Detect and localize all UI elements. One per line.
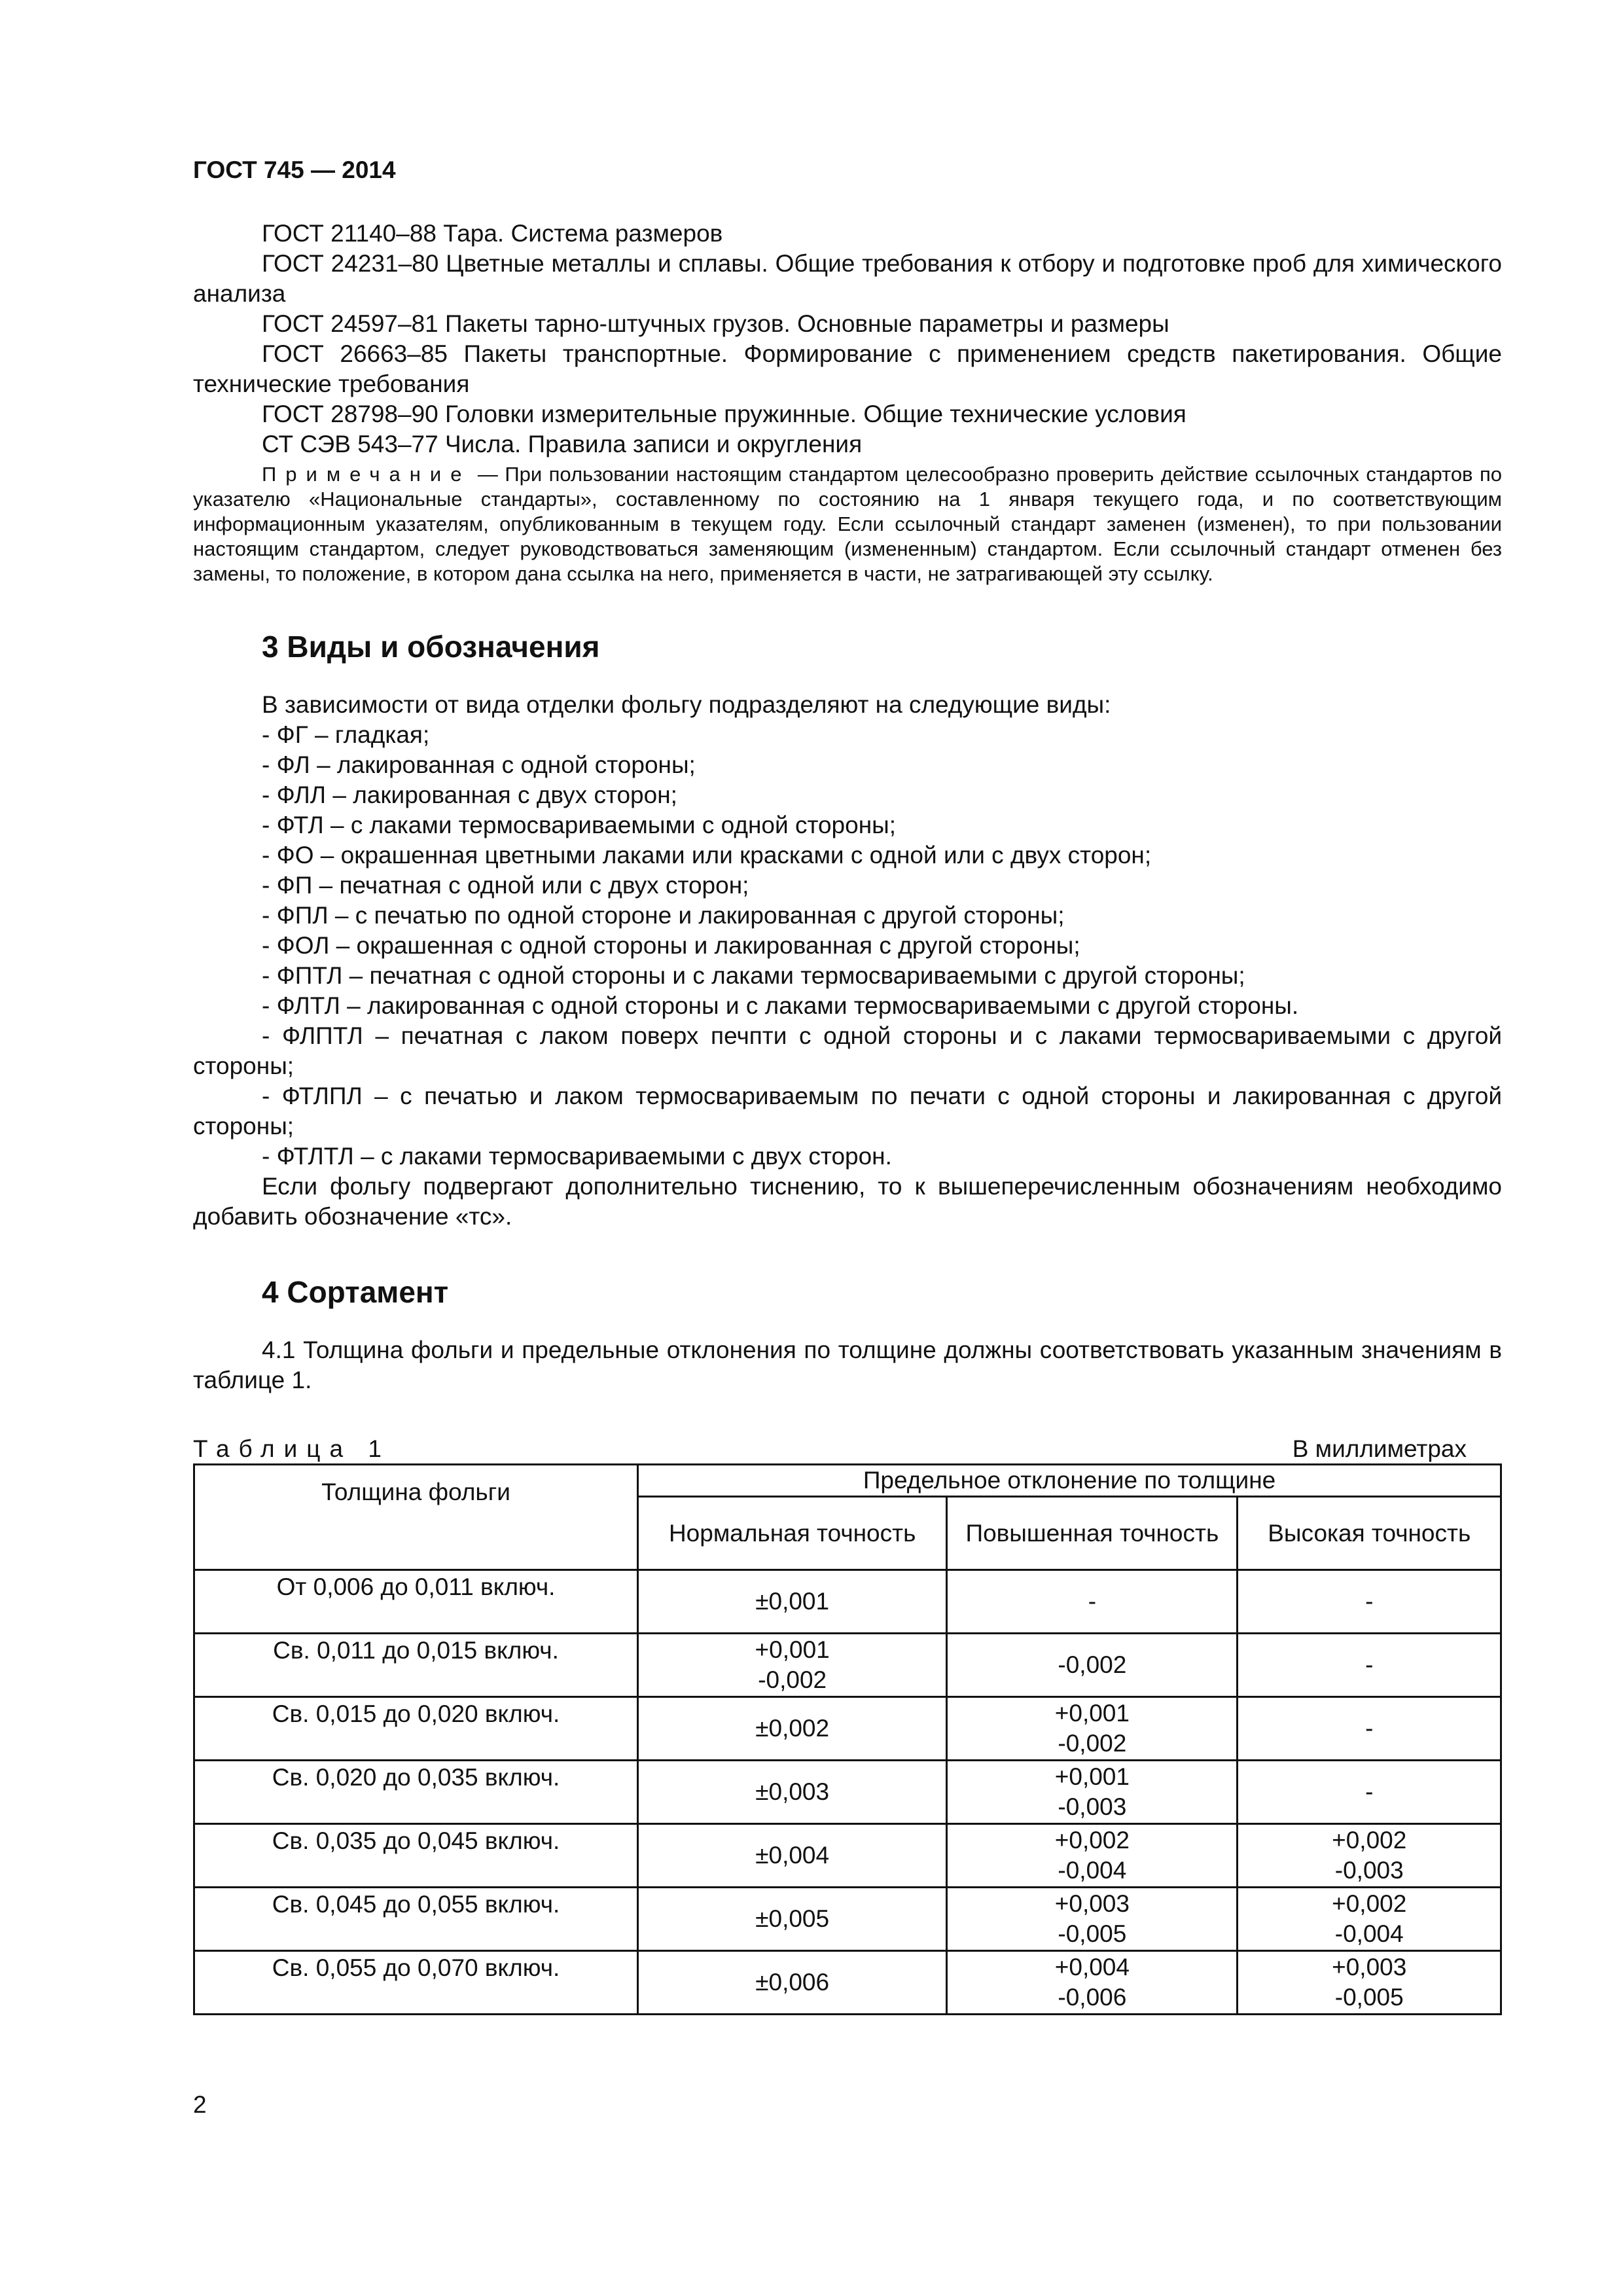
cell-increased <box>947 1888 1238 1951</box>
cell-high <box>1238 1761 1501 1824</box>
section-3-title: 3 Виды и обозначения <box>262 630 600 664</box>
type-item: - ФТЛПЛ – с печатью и лаком термосвариваемым по печати с одной стороны и лакированная с другой стороны; <box>193 1083 1502 1139</box>
type-item: - ФЛЛ – лакированная с двух сторон; <box>262 781 677 808</box>
document-header: ГОСТ 745 — 2014 <box>193 156 396 183</box>
reference-item: ГОСТ 24231–80 Цветные металлы и сплавы. Общие требования к отбору и подготовке проб для химического анализа <box>193 250 1502 307</box>
cell-value: +0,001 <box>1054 1763 1130 1790</box>
cell-value: - <box>1365 1778 1374 1805</box>
cell-value: ±0,005 <box>755 1905 830 1932</box>
cell-value: - <box>1365 1651 1374 1678</box>
cell-increased <box>947 1824 1238 1888</box>
type-item: - ФГ – гладкая; <box>262 721 430 748</box>
cell-thickness: Св. 0,020 до 0,035 включ. <box>194 1761 638 1824</box>
cell-value: -0,003 <box>1058 1793 1127 1820</box>
reference-item: СТ СЭВ 543–77 Числа. Правила записи и округления <box>262 431 863 457</box>
cell-high <box>1238 1570 1501 1634</box>
table-body <box>194 1570 1501 2015</box>
type-item: - ФТЛ – с лаками термосвариваемыми с одной стороны; <box>262 812 897 838</box>
type-item: - ФЛ – лакированная с одной стороны; <box>262 751 696 778</box>
type-item: - ФО – окрашенная цветными лаками или красками с одной или с двух сторон; <box>262 842 1152 869</box>
note-text: — При пользовании настоящим стандартом целесообразно проверить действие ссылочных стандартов по указателю «Национальные стандарты», составленному по состоянию на 1 января текущего года, и по соответствующим информационным указателям, опубликованным в текущем году. Если ссылочный стандарт заменен (изменен), то при пользовании настоящим стандартом, следует руководствоваться заменяющим (измененным) стандартом. Если ссылочный стандарт отменен без замены, то положение, в котором дана ссылка на него, применяется в части, не затрагивающей эту ссылку. <box>193 463 1502 585</box>
cell-value: ±0,003 <box>755 1778 830 1805</box>
table-caption: Таблица 1 <box>193 1435 391 1462</box>
cell-value: +0,002 <box>1332 1827 1407 1854</box>
type-item: - ФТЛТЛ – с лаками термосвариваемыми с двух сторон. <box>262 1143 892 1170</box>
cell-value: +0,002 <box>1332 1890 1407 1917</box>
section-4-title: 4 Сортамент <box>262 1275 449 1309</box>
type-item: - ФП – печатная с одной или с двух сторон; <box>262 872 749 899</box>
cell-value: ±0,002 <box>755 1715 830 1742</box>
cell-value: -0,005 <box>1334 1984 1404 2011</box>
cell-high <box>1238 1634 1501 1697</box>
reference-item: ГОСТ 28798–90 Головки измерительные пружинные. Общие технические условия <box>262 401 1186 427</box>
cell-value: +0,001 <box>1054 1700 1130 1727</box>
cell-thickness: Св. 0,055 до 0,070 включ. <box>194 1951 638 2015</box>
cell-value: ±0,006 <box>755 1969 830 1996</box>
cell-thickness: От 0,006 до 0,011 включ. <box>194 1570 638 1634</box>
reference-item: ГОСТ 24597–81 Пакеты тарно-штучных грузов. Основные параметры и размеры <box>262 310 1169 337</box>
table-units: В миллиметрах <box>1292 1435 1467 1462</box>
cell-value: +0,004 <box>1054 1954 1130 1981</box>
cell-thickness: Св. 0,011 до 0,015 включ. <box>194 1634 638 1697</box>
cell-value: -0,004 <box>1334 1920 1404 1947</box>
cell-value: +0,003 <box>1054 1890 1130 1917</box>
cell-value: -0,005 <box>1058 1920 1127 1947</box>
type-item: - ФЛПТЛ – печатная с лаком поверх печпти с одной стороны и с лаками термосвариваемыми с другой стороны; <box>193 1022 1502 1079</box>
table-row <box>194 1824 1501 1888</box>
type-item: - ФПЛ – с печатью по одной стороне и лакированная с другой стороны; <box>262 902 1065 929</box>
cell-high <box>1238 1888 1501 1951</box>
cell-normal <box>638 1570 947 1634</box>
cell-value: -0,002 <box>1058 1730 1127 1757</box>
cell-thickness: Св. 0,015 до 0,020 включ. <box>194 1697 638 1761</box>
table-row <box>194 1697 1501 1761</box>
cell-thickness: Св. 0,045 до 0,055 включ. <box>194 1888 638 1951</box>
section-3-intro: В зависимости от вида отделки фольгу подразделяют на следующие виды: <box>262 691 1111 718</box>
deviation-table <box>193 1463 1502 2015</box>
header-increased: Повышенная точность <box>947 1497 1238 1570</box>
cell-increased <box>947 1697 1238 1761</box>
cell-normal <box>638 1951 947 2015</box>
cell-normal <box>638 1824 947 1888</box>
header-group: Предельное отклонение по толщине <box>638 1465 1501 1497</box>
cell-normal <box>638 1634 947 1697</box>
cell-increased <box>947 1634 1238 1697</box>
cell-value: +0,002 <box>1054 1827 1130 1854</box>
document-page <box>193 156 1502 2015</box>
cell-thickness: Св. 0,035 до 0,045 включ. <box>194 1824 638 1888</box>
cell-value: ±0,004 <box>755 1842 830 1869</box>
header-thickness: Толщина фольги <box>194 1465 638 1570</box>
type-item: - ФОЛ – окрашенная с одной стороны и лакированная с другой стороны; <box>262 932 1080 959</box>
header-normal: Нормальная точность <box>638 1497 947 1570</box>
cell-value: +0,001 <box>755 1636 830 1663</box>
table-row <box>194 1634 1501 1697</box>
section-4-paragraph: 4.1 Толщина фольги и предельные отклонения по толщине должны соответствовать указанным значениям в таблице 1. <box>193 1336 1502 1393</box>
reference-item: ГОСТ 21140–88 Тара. Система размеров <box>262 220 723 247</box>
type-item: - ФПТЛ – печатная с одной стороны и с лаками термосвариваемыми с другой стороны; <box>262 962 1245 989</box>
type-item: - ФЛТЛ – лакированная с одной стороны и с лаками термосвариваемыми с другой стороны. <box>262 992 1299 1019</box>
cell-increased <box>947 1761 1238 1824</box>
cell-increased <box>947 1951 1238 2015</box>
cell-value: - <box>1088 1588 1097 1615</box>
cell-high <box>1238 1951 1501 2015</box>
cell-normal <box>638 1888 947 1951</box>
reference-list <box>193 219 1502 459</box>
cell-value: +0,003 <box>1332 1954 1407 1981</box>
cell-value: -0,004 <box>1058 1857 1127 1884</box>
cell-high <box>1238 1697 1501 1761</box>
cell-high <box>1238 1824 1501 1888</box>
table-row <box>194 1761 1501 1824</box>
type-list <box>193 720 1502 1172</box>
cell-value: -0,002 <box>1058 1651 1127 1678</box>
table-caption-row <box>193 1435 1502 1463</box>
cell-value: -0,003 <box>1334 1857 1404 1884</box>
cell-increased <box>947 1570 1238 1634</box>
cell-value: -0,006 <box>1058 1984 1127 2011</box>
cell-value: - <box>1365 1588 1374 1615</box>
cell-normal <box>638 1761 947 1824</box>
header-high: Высокая точность <box>1238 1497 1501 1570</box>
cell-value: - <box>1365 1715 1374 1742</box>
note-label: Примечание <box>262 463 471 486</box>
table-row <box>194 1570 1501 1634</box>
section-3-closing: Если фольгу подвергают дополнительно тиснению, то к вышеперечисленным обозначениям необходимо добавить обозначение «тс». <box>193 1173 1502 1230</box>
cell-value: ±0,001 <box>755 1588 830 1615</box>
note <box>193 462 1502 586</box>
cell-normal <box>638 1697 947 1761</box>
cell-value: -0,002 <box>758 1666 827 1693</box>
table-row <box>194 1888 1501 1951</box>
reference-item: ГОСТ 26663–85 Пакеты транспортные. Формирование с применением средств пакетирования. Общие технические требования <box>193 340 1502 397</box>
table-row <box>194 1951 1501 2015</box>
page-number: 2 <box>193 2091 207 2118</box>
